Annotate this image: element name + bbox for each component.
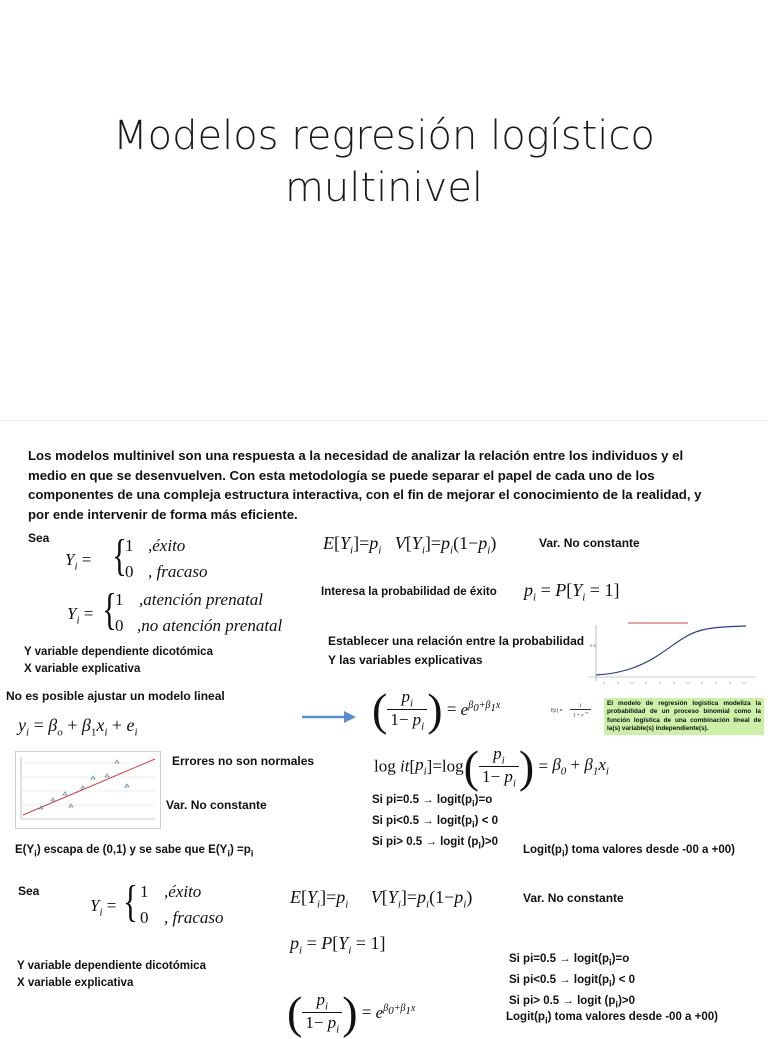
logit-case-equal: Si $pi=0.5 \to logit(p_i)=o$: [372, 794, 493, 810]
logit-range-label: $Logit(p_i)$ toma valores desde -00 a +00): [523, 844, 735, 860]
logit-cases: [372, 792, 498, 854]
logit-formula: $\log it[p_i]=\log$( $\frac{p_i}{1- p_i}$ ) = $\beta_0 + \beta_1x_i$: [374, 741, 609, 792]
logit-range-label-3: $Logit(p_i)$ toma valores desde -00 a +00): [506, 1011, 718, 1027]
errores-label: Errores no son normales: [172, 754, 315, 768]
intro-line: por ende intervenir de forma más eficiente.: [28, 506, 298, 522]
var-no-constante-label: Var. No constante: [539, 536, 640, 550]
scatter-plot-thumbnail: [15, 751, 161, 829]
linear-model-formula: $y_i = \beta_o + \beta_1x_i + e_i$: [18, 715, 138, 739]
logit-case-greater: Si pi> 0.5 → logit $(p_i)>0$: [509, 994, 636, 1010]
intro-line: componentes de una compleja estructura interactiva, con el fin de mejorar el conocimiento de la realidad, y: [28, 487, 702, 502]
title-line-1: Modelos regresión logístico: [113, 113, 655, 159]
svg-text:0.5: 0.5: [590, 643, 596, 648]
arrow-right-icon: [300, 707, 360, 727]
probability-formula-3: $p_i = P[Y_i = 1]$: [290, 933, 386, 957]
establecer-line-1: Establecer una relación entre la probabilidad: [328, 634, 585, 648]
logistic-function-formula: $\frac{1}{1 + e^{-z}}$: [570, 704, 591, 719]
x-explicativa-label-3: X variable explicativa: [17, 977, 134, 989]
intro-line: medio en que se desenvuelven. Con esta metodología se puede separar el papel de cada uno de los: [28, 467, 655, 483]
slide-title: [0, 110, 768, 214]
no-posible-label: No es posible ajustar un modelo lineal: [6, 689, 225, 703]
logistic-description-box: El modelo de regresión logística modeliza la probabilidad de un proceso binomial como la función logística de una combinación lineal de la(s) variable(s) independiente(s).: [604, 698, 764, 735]
logit-cases-3: [509, 951, 635, 1013]
logit-case-less: Si $pi<0.5 \to logit(p_i) < 0$: [509, 973, 636, 990]
interesa-label: Interesa la probabilidad de éxito: [321, 586, 497, 598]
intro-line: Los modelos multinivel son una respuesta a la necesidad de analizar la relación entre los individuos y el: [28, 448, 684, 463]
odds-formula-3: ( $\frac{p_i}{1- p_i}$ ) = $e^{\beta_0+\beta_1x}$: [287, 987, 416, 1038]
logit-case-less: Si $pi<0.5 \to logit(p_i) < 0$: [372, 814, 499, 831]
logit-case-equal: Si $pi=0.5 \to logit(p_i)=o$: [509, 953, 630, 969]
sea-label-3: Sea: [18, 884, 40, 898]
sea-label: Sea: [28, 531, 50, 545]
title-line-2: multinivel: [284, 165, 484, 211]
logistic-curve-thumbnail: [566, 617, 762, 693]
establecer-line-2: Y las variables explicativas: [328, 653, 483, 667]
intro-paragraph: [28, 446, 758, 524]
y-dependiente-label-3: Y variable dependiente dicotómica: [17, 960, 206, 972]
slide-divider: [0, 420, 768, 421]
y-dependiente-label: Y variable dependiente dicotómica: [24, 646, 213, 658]
odds-formula: ( $\frac{p_i}{1- p_i}$ ) = $e^{\beta_0+\beta_1x}$: [372, 684, 501, 735]
escapa-label: $E(Y_i)$ escapa de (0,1) y se sabe que $E(Y_i) =p_i$: [15, 844, 254, 860]
var-no-constante-label-2: Var. No constante: [166, 798, 267, 812]
expectation-variance-formula: $E[Y_i]=p_i$ $V[Y_i]=p_i(1-p_i)$: [323, 533, 497, 557]
probability-formula: $p_i = P[Y_i = 1]$: [524, 580, 620, 604]
expectation-variance-formula-3: $E[Y_i]=p_i$ $V[Y_i]=p_i(1-p_i)$: [290, 887, 473, 911]
fz-label: f(z) =: [551, 708, 563, 714]
var-no-constante-label-3: Var. No constante: [523, 891, 624, 905]
logit-case-greater: Si pi> 0.5 → logit $(p_i)>0$: [372, 835, 499, 851]
x-explicativa-label: X variable explicativa: [24, 663, 141, 675]
